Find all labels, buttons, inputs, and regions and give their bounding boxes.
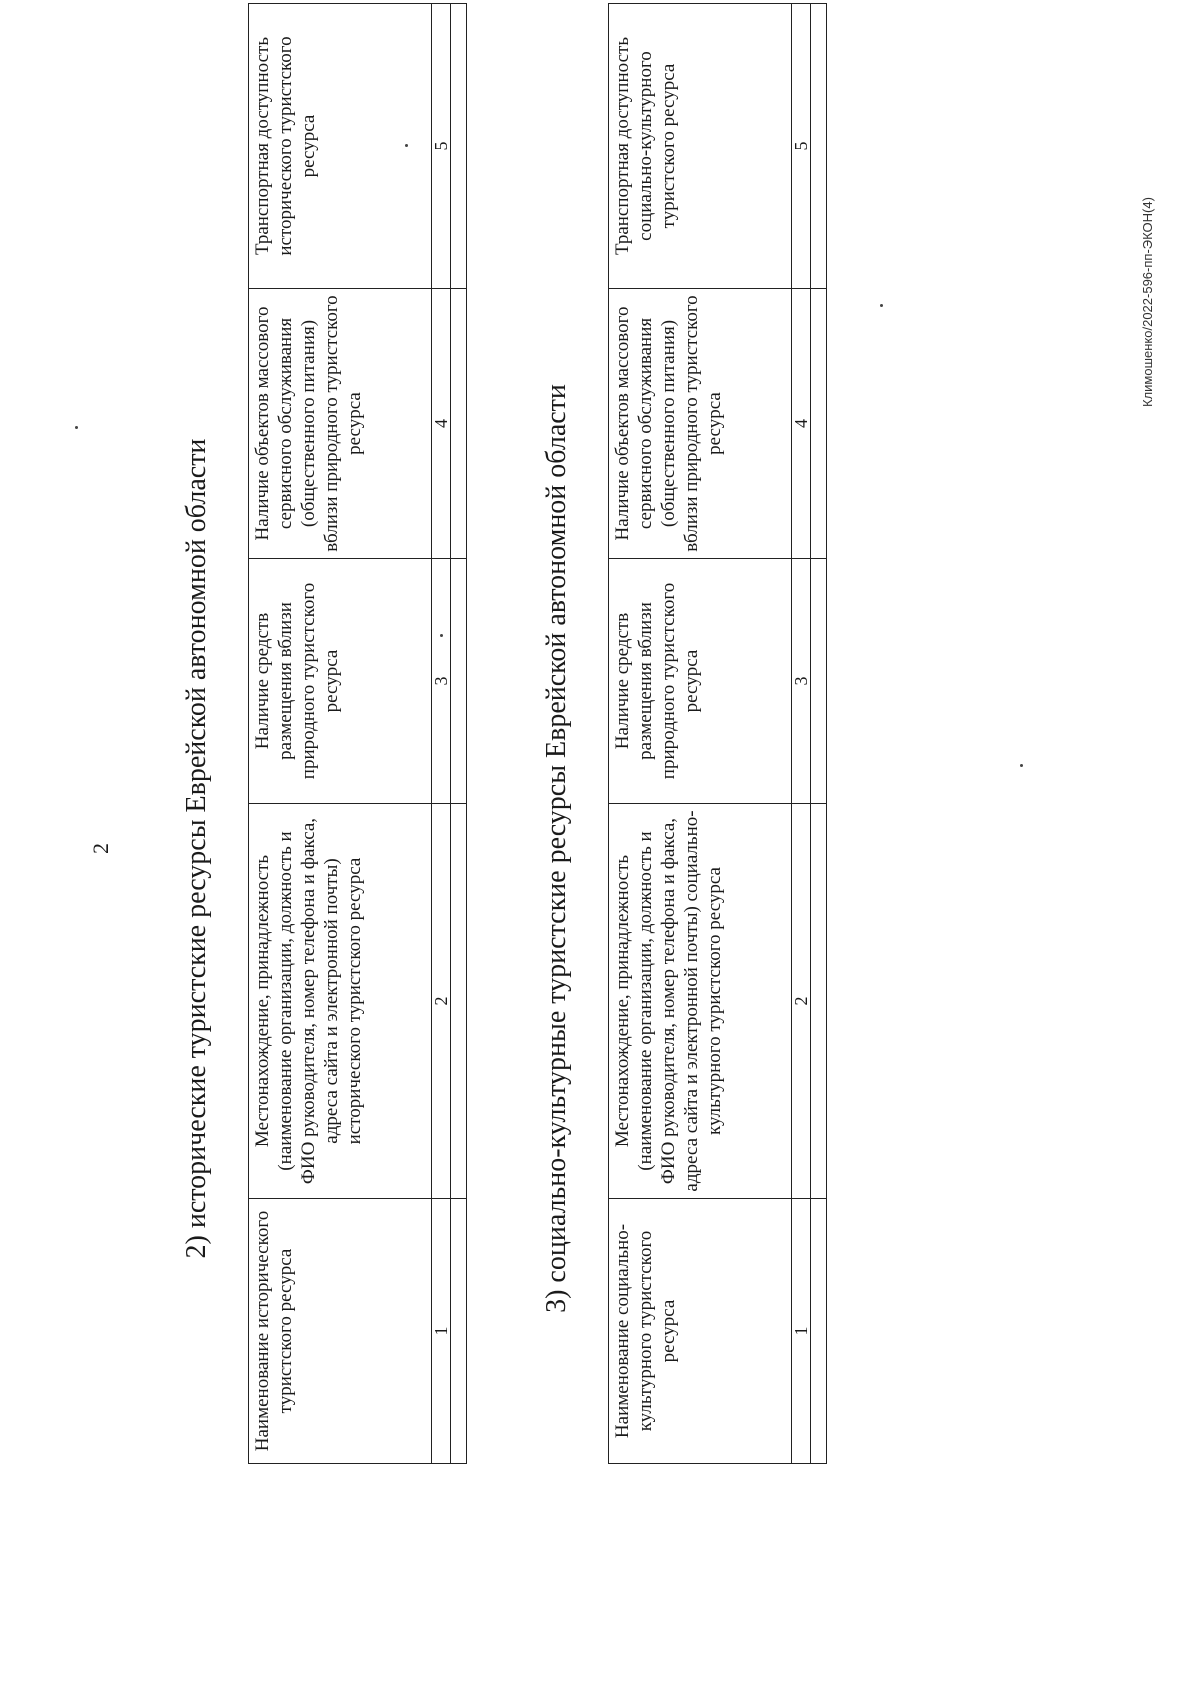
column-number-row bbox=[792, 4, 811, 1464]
empty-cell bbox=[451, 289, 467, 559]
header-cell-accommodation: Наличие средств размещения вблизи природного туристского ресурса bbox=[609, 559, 792, 804]
scan-speck bbox=[405, 144, 408, 147]
header-cell-transport: Транспортная доступность исторического туристского ресурса bbox=[249, 4, 432, 289]
table-row bbox=[451, 4, 467, 1464]
scan-speck bbox=[440, 634, 443, 637]
empty-cell bbox=[811, 559, 827, 804]
empty-cell bbox=[811, 4, 827, 289]
column-number-row bbox=[432, 4, 451, 1464]
table-row bbox=[811, 4, 827, 1464]
header-cell-catering: Наличие объектов массового сервисного обслуживания (общественного питания) вблизи природного туристского ресурса bbox=[249, 289, 432, 559]
empty-cell bbox=[811, 1199, 827, 1464]
header-cell-name: Наименование социально-культурного туристского ресурса bbox=[609, 1199, 792, 1464]
header-cell-location: Местонахождение, принадлежность (наименование организации, должность и ФИО руководителя, номер телефона и факса, адреса сайта и электронной почты) социально-культурного туристского ресурса bbox=[609, 804, 792, 1199]
page-number: 2 bbox=[88, 843, 113, 854]
section-title-sociocultural: 3) социально-культурные туристские ресурсы Еврейской автономной области bbox=[541, 384, 572, 1313]
historical-resources-table bbox=[248, 3, 467, 1464]
header-cell-catering: Наличие объектов массового сервисного обслуживания (общественного питания) вблизи природного туристского ресурса bbox=[609, 289, 792, 559]
column-number: 2 bbox=[432, 804, 451, 1199]
document-registration-code: Климошенко/2022-596-пп-ЭКОН(4) bbox=[1140, 197, 1155, 407]
empty-cell bbox=[451, 804, 467, 1199]
empty-cell bbox=[811, 804, 827, 1199]
empty-cell bbox=[811, 289, 827, 559]
header-cell-accommodation: Наличие средств размещения вблизи природного туристского ресурса bbox=[249, 559, 432, 804]
scan-speck bbox=[75, 426, 78, 429]
column-number: 1 bbox=[792, 1199, 811, 1464]
scan-speck bbox=[1020, 764, 1023, 767]
header-cell-transport: Транспортная доступность социально-культурного туристского ресурса bbox=[609, 4, 792, 289]
column-number: 3 bbox=[432, 559, 451, 804]
scan-speck bbox=[880, 304, 883, 307]
column-number: 1 bbox=[432, 1199, 451, 1464]
empty-cell bbox=[451, 4, 467, 289]
section-title-historical: 2) исторические туристские ресурсы Еврейской автономной области bbox=[181, 438, 212, 1259]
column-number: 5 bbox=[432, 4, 451, 289]
empty-cell bbox=[451, 1199, 467, 1464]
column-number: 4 bbox=[792, 289, 811, 559]
header-cell-location: Местонахождение, принадлежность (наименование организации, должность и ФИО руководителя, номер телефона и факса, адреса сайта и электронной почты) исторического туристского ресурса bbox=[249, 804, 432, 1199]
header-cell-name: Наименование исторического туристского ресурса bbox=[249, 1199, 432, 1464]
table-header-row bbox=[249, 4, 432, 1464]
table-header-row bbox=[609, 4, 792, 1464]
column-number: 4 bbox=[432, 289, 451, 559]
column-number: 5 bbox=[792, 4, 811, 289]
column-number: 2 bbox=[792, 804, 811, 1199]
column-number: 3 bbox=[792, 559, 811, 804]
empty-cell bbox=[451, 559, 467, 804]
sociocultural-resources-table bbox=[608, 3, 827, 1464]
